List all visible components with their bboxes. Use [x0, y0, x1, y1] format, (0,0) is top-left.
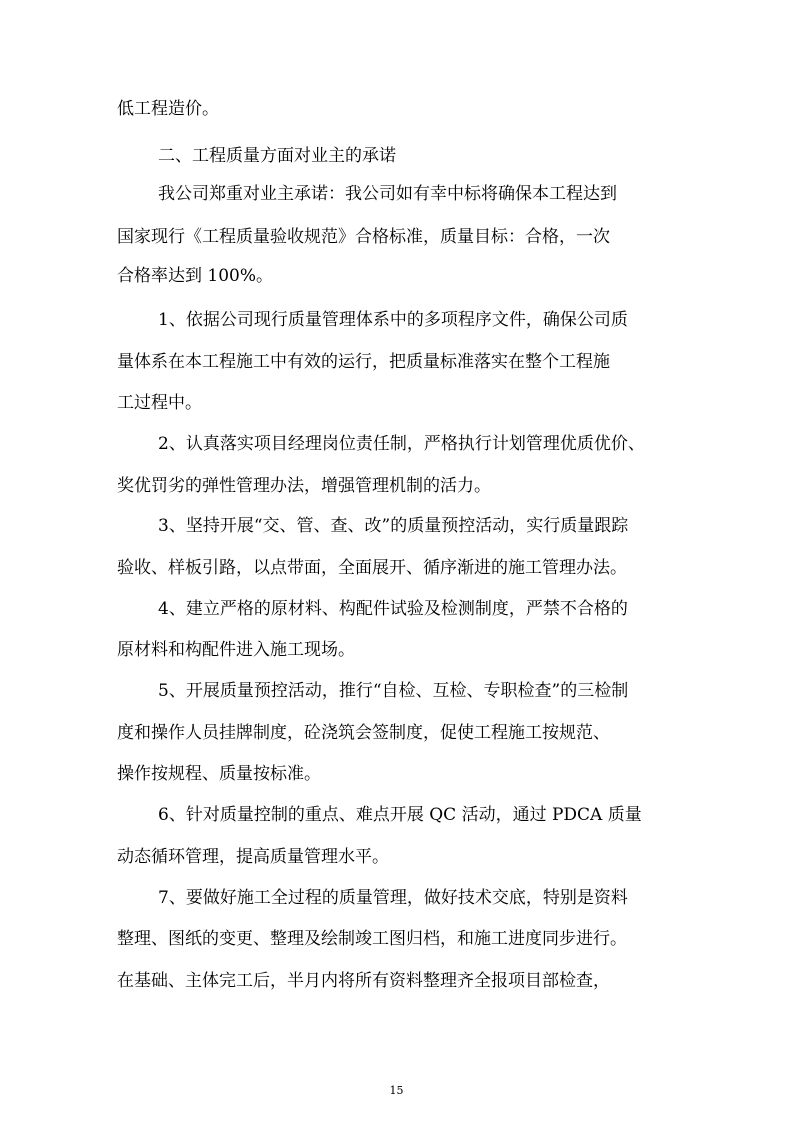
text-line-5: 合格率达到 100%。	[117, 266, 274, 286]
text-line-8: 工过程中。	[117, 393, 202, 413]
text-line-9: 2、认真落实项目经理岗位责任制，严格执行计划管理优质优价、	[158, 434, 645, 454]
text-line-22: 在基础、主体完工后，半月内将所有资料整理齐全报项目部检查，	[117, 971, 610, 991]
page-number: 15	[389, 1084, 404, 1097]
text-line-16: 度和操作人员挂牌制度，砼浇筑会签制度，促使工程施工按规范、	[117, 723, 610, 743]
text-line-6: 1、依据公司现行质量管理体系中的多项程序文件，确保公司质	[158, 310, 628, 330]
text-line-11: 3、坚持开展“交、管、查、改”的质量预控活动，实行质量跟踪	[158, 516, 629, 536]
text-line-21: 整理、图纸的变更、整理及绘制竣工图归档，和施工进度同步进行。	[117, 929, 627, 949]
section-heading: 二、工程质量方面对业主的承诺	[158, 146, 396, 166]
text-line-18: 6、针对质量控制的重点、难点开展 QC 活动，通过 PDCA 质量	[158, 805, 642, 825]
text-line-14: 原材料和构配件进入施工现场。	[117, 640, 355, 660]
text-line-17: 操作按规程、质量按标准。	[117, 764, 321, 784]
text-line-4: 国家现行《工程质量验收规范》合格标准，质量目标：合格，一次	[117, 227, 610, 247]
text-line-1: 低工程造价。	[117, 99, 219, 119]
text-line-15: 5、开展质量预控活动，推行“自检、互检、专职检查”的三检制	[158, 681, 629, 701]
text-line-7: 量体系在本工程施工中有效的运行，把质量标准落实在整个工程施	[117, 352, 610, 372]
text-line-20: 7、要做好施工全过程的质量管理，做好技术交底，特别是资料	[158, 888, 628, 908]
text-line-19: 动态循环管理，提高质量管理水平。	[117, 847, 389, 867]
text-line-3: 我公司郑重对业主承诺：我公司如有幸中标将确保本工程达到	[158, 184, 617, 204]
text-line-12: 验收、样板引路，以点带面，全面展开、循序渐进的施工管理办法。	[117, 558, 627, 578]
text-line-13: 4、建立严格的原材料、构配件试验及检测制度，严禁不合格的	[158, 599, 628, 619]
text-line-10: 奖优罚劣的弹性管理办法，增强管理机制的活力。	[117, 476, 491, 496]
